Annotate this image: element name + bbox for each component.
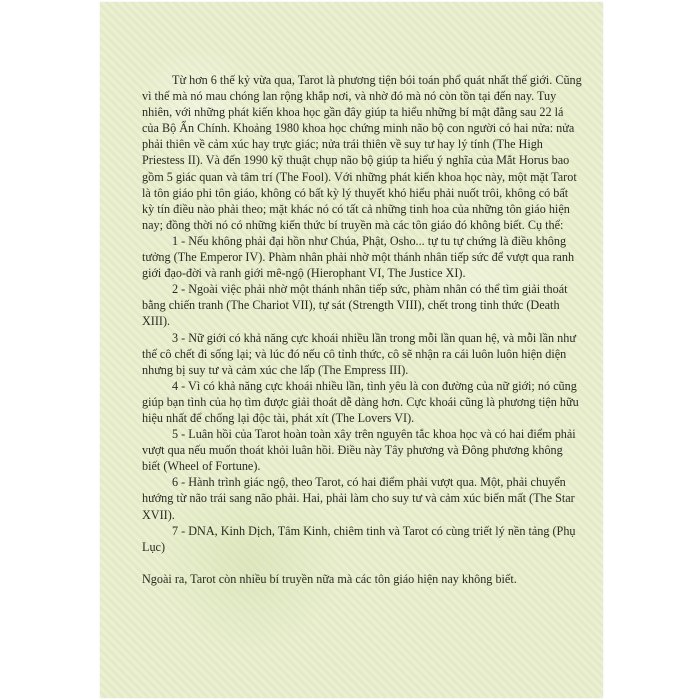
- list-item: 3 - Nữ giới có khả năng cực khoái nhiều lần trong mỗi lần quan hệ, và mỗi lần như thế cô chết đi sống lại; và lúc đó nếu cô tỉnh thức, cô sẽ nhận ra cái luôn luôn hiện diện nhưng bị suy tư và cảm xúc che lấp (The Empress III).: [142, 330, 576, 377]
- list-item: 7 - DNA, Kinh Dịch, Tâm Kinh, chiêm tinh và Tarot có cùng triết lý nền tảng (Phụ Lục): [142, 523, 576, 554]
- list-item: 6 - Hành trình giác ngộ, theo Tarot, có hai điểm phải vượt qua. Một, phải chuyển hướng từ não trái sang não phải. Hai, phải làm cho suy tư và cảm xúc biến mất (The Star XVII).: [142, 475, 575, 522]
- list-item: 4 - Vì có khả năng cực khoái nhiều lần, tình yêu là con đường của nữ giới; nó cũng giúp bạn tình của họ tìm được giải thoát dễ dàng hơn. Cực khoái cũng là phương tiện hữu hiệu nhất để chống lại độc tài, phát xít (The Lovers VI).: [142, 378, 579, 425]
- page-text: [142, 72, 582, 587]
- list-item: 2 - Ngoài việc phải nhờ một thánh nhân tiếp sức, phàm nhân có thể tìm giải thoát bằng chiến tranh (The Chariot VII), tự sát (Strength VIII), chết trong tỉnh thức (Death XIII).: [142, 282, 568, 329]
- closing-paragraph: Ngoài ra, Tarot còn nhiều bí truyền nữa mà các tôn giáo hiện nay không biết.: [142, 571, 517, 586]
- book-page: [100, 2, 603, 698]
- intro-paragraph: Từ hơn 6 thế kỷ vừa qua, Tarot là phương tiện bói toán phổ quát nhất thế giới. Cũng vì thế mà nó mau chóng lan rộng khắp nơi, và nhờ đó mà nó còn tồn tại đến nay. Tuy nhiên, với những phát kiến khoa học gần đây giúp ta hiểu những bí mật đằng sau 22 lá của Bộ Ẩn Chính. Khoảng 1980 khoa học chứng minh não bộ con người có hai nửa: nửa phải thiên về cảm xúc hay trực giác; nửa trái thiên về suy tư hay lý tính (The High Priestess II). Và đến 1990 kỹ thuật chụp não bộ giúp ta hiểu ý nghĩa của Mắt Horus bao gồm 5 giác quan và tâm trí (The Fool). Với những phát kiến khoa học này, một mặt Tarot là tôn giáo phi tôn giáo, không có bất kỳ lý thuyết khó hiểu phải nuốt trôi, không có bất kỳ tín điều nào phải theo; mặt khác nó có tất cả những tinh hoa của những tôn giáo hiện nay; đồng thời nó có những kiến thức bí truyền mà các tôn giáo đó không biết. Cụ thể:: [142, 73, 582, 232]
- list-item: 1 - Nếu không phải đại hồn như Chúa, Phật, Osho... tự tu tự chứng là điều không tưởng (The Emperor IV). Phàm nhân phải nhờ một thánh nhân tiếp sức để vượt qua ranh giới đạo-đời và ranh giới mê-ngộ (Hierophant VI, The Justice XI).: [142, 233, 575, 281]
- list-item: 5 - Luân hồi của Tarot hoàn toàn xây trên nguyên tắc khoa học và có hai điểm phải vượt qua nếu muốn thoát khỏi luân hồi. Điều này Tây phương và Đông phương không biết (Wheel of Fortune).: [142, 427, 576, 474]
